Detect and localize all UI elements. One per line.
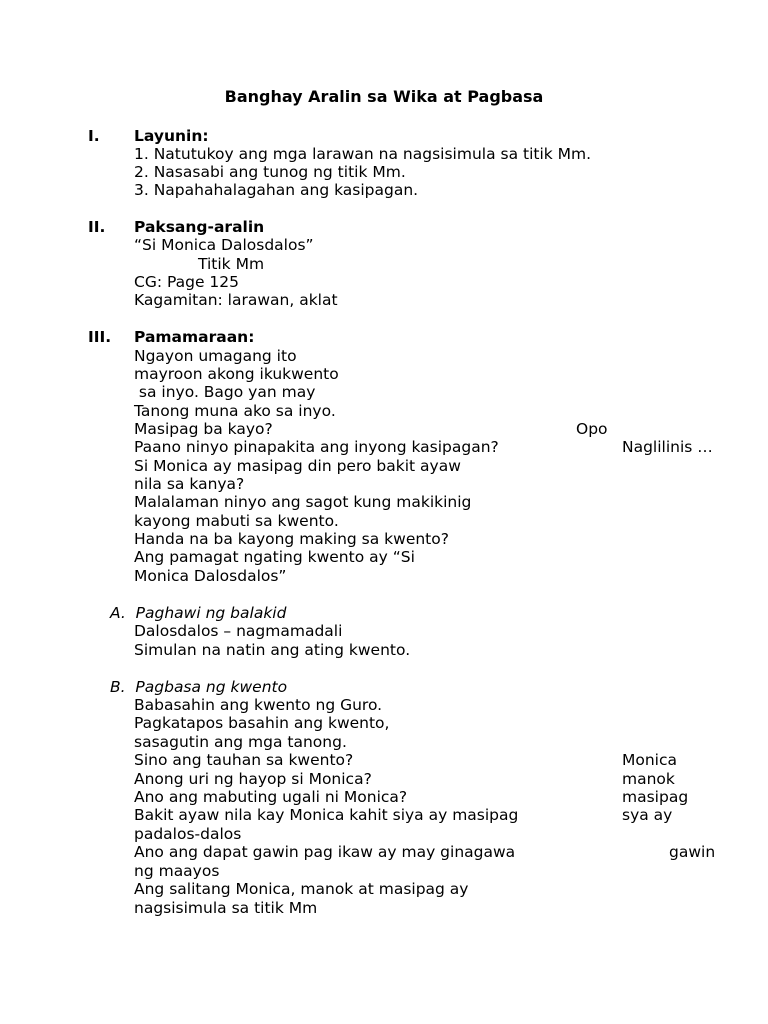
answer-opo: Opo [576,420,608,438]
subsection-a-line: Simulan na natin ang ating kwento. [134,641,411,659]
procedure-line: mayroon akong ikukwento [134,365,339,383]
procedure-line: sa inyo. Bago yan may [134,383,316,401]
procedure-line: Tanong muna ako sa inyo. [134,402,336,420]
answer-masipag: masipag [622,788,689,806]
answer-manok: manok [622,770,675,788]
subsection-b-line: Pagkatapos basahin ang kwento, [134,714,390,732]
answer-sya-ay: sya ay [622,806,673,824]
procedure-line: kayong mabuti sa kwento. [134,512,339,530]
answer-naglilinis: Naglilinis … [622,438,713,456]
section-iii-heading: Pamamaraan: [134,328,255,346]
story-title: “Si Monica Dalosdalos” [134,236,314,254]
section-i-numeral: I. [88,127,100,145]
procedure-line: Ang pamagat ngating kwento ay “Si [134,548,415,566]
section-ii-heading: Paksang-aralin [134,218,265,236]
section-iii-numeral: III. [88,328,112,346]
procedure-line: Masipag ba kayo? [134,420,273,438]
section-i-heading: Layunin: [134,127,209,145]
objective-3: 3. Napahahalagahan ang kasipagan. [134,181,419,199]
letter-topic: Titik Mm [198,255,265,273]
materials: Kagamitan: larawan, aklat [134,291,338,309]
answer-monica: Monica [622,751,678,769]
objective-2: 2. Nasasabi ang tunog ng titik Mm. [134,163,406,181]
subsection-a-heading: A. Paghawi ng balakid [110,604,287,622]
subsection-b-line: Babasahin ang kwento ng Guro. [134,696,383,714]
procedure-line: nila sa kanya? [134,475,245,493]
question-line: ng maayos [134,862,220,880]
question-line: Sino ang tauhan sa kwento? [134,751,354,769]
question-line: Anong uri ng hayop si Monica? [134,770,372,788]
procedure-line: Si Monica ay masipag din pero bakit ayaw [134,457,461,475]
question-line: padalos-dalos [134,825,242,843]
procedure-line: Monica Dalosdalos” [134,567,287,585]
page-title: Banghay Aralin sa Wika at Pagbasa [224,87,544,106]
section-ii-numeral: II. [88,218,106,236]
question-line: Bakit ayaw nila kay Monica kahit siya ay masipag [134,806,519,824]
procedure-line: Ngayon umagang ito [134,347,297,365]
procedure-line: Handa na ba kayong making sa kwento? [134,530,449,548]
procedure-line: Malalaman ninyo ang sagot kung makikinig [134,493,472,511]
subsection-b-line: sasagutin ang mga tanong. [134,733,347,751]
answer-gawin: gawin [669,843,716,861]
question-line: Ano ang mabuting ugali ni Monica? [134,788,408,806]
subsection-a-line: Dalosdalos – nagmamadali [134,622,343,640]
question-line: Ano ang dapat gawin pag ikaw ay may ginagawa [134,843,516,861]
procedure-line: Paano ninyo pinapakita ang inyong kasipagan? [134,438,499,456]
objective-1: 1. Natutukoy ang mga larawan na nagsisimula sa titik Mm. [134,145,592,163]
subsection-b-heading: B. Pagbasa ng kwento [110,678,288,696]
subsection-b-line: nagsisimula sa titik Mm [134,899,318,917]
cg-page: CG: Page 125 [134,273,240,291]
subsection-b-line: Ang salitang Monica, manok at masipag ay [134,880,469,898]
